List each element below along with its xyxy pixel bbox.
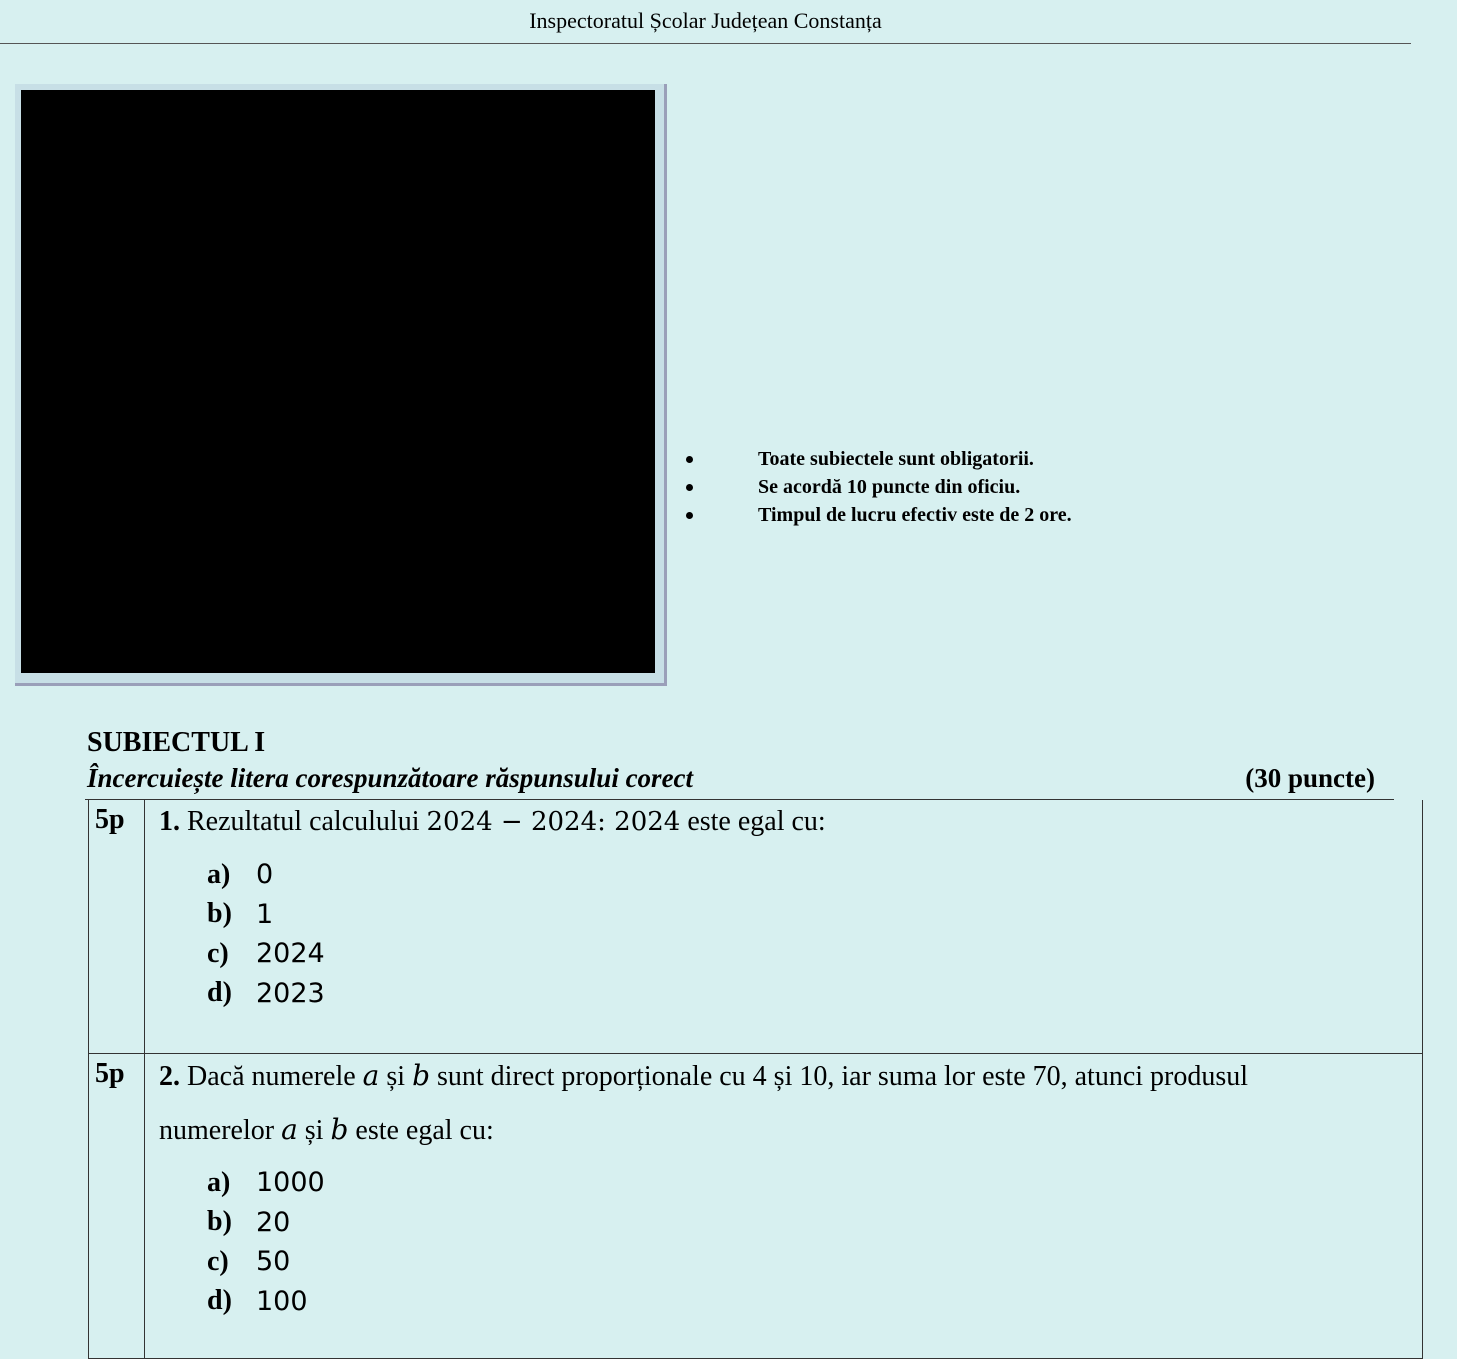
question-text-part: numerelor — [159, 1115, 282, 1146]
rule-item — [686, 474, 1072, 502]
option-value: 50 — [256, 1246, 291, 1278]
question-row — [88, 1054, 1423, 1359]
question-text-part: și — [379, 1061, 413, 1092]
rule-item — [686, 502, 1072, 530]
question-text — [159, 1049, 1422, 1157]
subject-instruction: Încercuiește litera corespunzătoare răspunsului corect — [87, 763, 694, 793]
header-divider — [0, 43, 1411, 44]
questions-table — [88, 800, 1423, 1359]
exam-rules-list — [686, 446, 1072, 530]
option-value: 20 — [256, 1206, 291, 1238]
option-letter: d) — [207, 977, 232, 1009]
question-text-part: este egal cu: — [348, 1115, 494, 1146]
question-text-part: sunt direct proporționale cu 4 și 10, iar suma lor este 70, atunci produsul — [430, 1061, 1249, 1092]
answer-option-d[interactable] — [159, 974, 1422, 1014]
answer-option-a[interactable] — [159, 855, 1422, 895]
option-letter: c) — [207, 937, 229, 969]
subject-title: SUBIECTUL I — [87, 727, 266, 758]
option-value: 2024 — [256, 938, 325, 970]
answer-option-b[interactable] — [159, 895, 1422, 935]
bullet-icon — [686, 484, 693, 491]
question-number: 1. — [159, 806, 180, 837]
question-text-part: Dacă numerele — [180, 1061, 363, 1092]
question-text-part: este egal cu: — [680, 806, 826, 837]
question-text-part: Rezultatul calculului — [180, 806, 427, 837]
option-letter: b) — [207, 898, 232, 930]
bullet-icon — [686, 512, 693, 519]
answer-option-c[interactable] — [159, 934, 1422, 974]
answer-option-b[interactable] — [159, 1203, 1422, 1243]
question-points: 5p — [89, 800, 145, 1053]
option-letter: d) — [207, 1285, 232, 1317]
question-points: 5p — [89, 1054, 145, 1358]
variable-a: a — [281, 1113, 298, 1146]
answer-option-a[interactable] — [159, 1163, 1422, 1203]
option-letter: a) — [207, 858, 231, 890]
question-number: 2. — [159, 1061, 180, 1092]
option-letter: b) — [207, 1206, 232, 1238]
answer-option-c[interactable] — [159, 1242, 1422, 1282]
page-header-title: Inspectoratul Școlar Județean Constanța — [529, 8, 882, 33]
subject-points: (30 puncte) — [1245, 763, 1375, 793]
variable-a: a — [362, 1059, 380, 1092]
option-value: 2023 — [256, 977, 325, 1009]
rule-text: Se acordă 10 puncte din oficiu. — [758, 476, 1021, 498]
option-value: 1000 — [256, 1167, 325, 1199]
rule-item — [686, 446, 1072, 474]
rule-text: Timpul de lucru efectiv este de 2 ore. — [758, 504, 1072, 526]
answer-option-d[interactable] — [159, 1282, 1422, 1322]
question-row — [88, 800, 1423, 1054]
cover-image — [21, 90, 655, 673]
option-value: 0 — [256, 859, 274, 891]
answer-options — [159, 1163, 1422, 1321]
variable-b: b — [412, 1059, 430, 1092]
rule-text: Toate subiectele sunt obligatorii. — [758, 448, 1034, 470]
question-text-part: și — [297, 1115, 331, 1146]
option-value: 1 — [256, 898, 274, 930]
math-expression: 2024 − 2024: 2024 — [426, 807, 681, 837]
variable-b: b — [330, 1113, 349, 1146]
answer-options — [159, 855, 1422, 1013]
option-letter: c) — [207, 1245, 229, 1277]
option-letter: a) — [207, 1166, 231, 1198]
question-text — [159, 795, 1422, 849]
question-content — [145, 800, 1422, 1053]
bullet-icon — [686, 456, 693, 463]
question-content — [145, 1054, 1422, 1358]
option-value: 100 — [256, 1285, 308, 1317]
cover-image-frame — [15, 84, 667, 686]
